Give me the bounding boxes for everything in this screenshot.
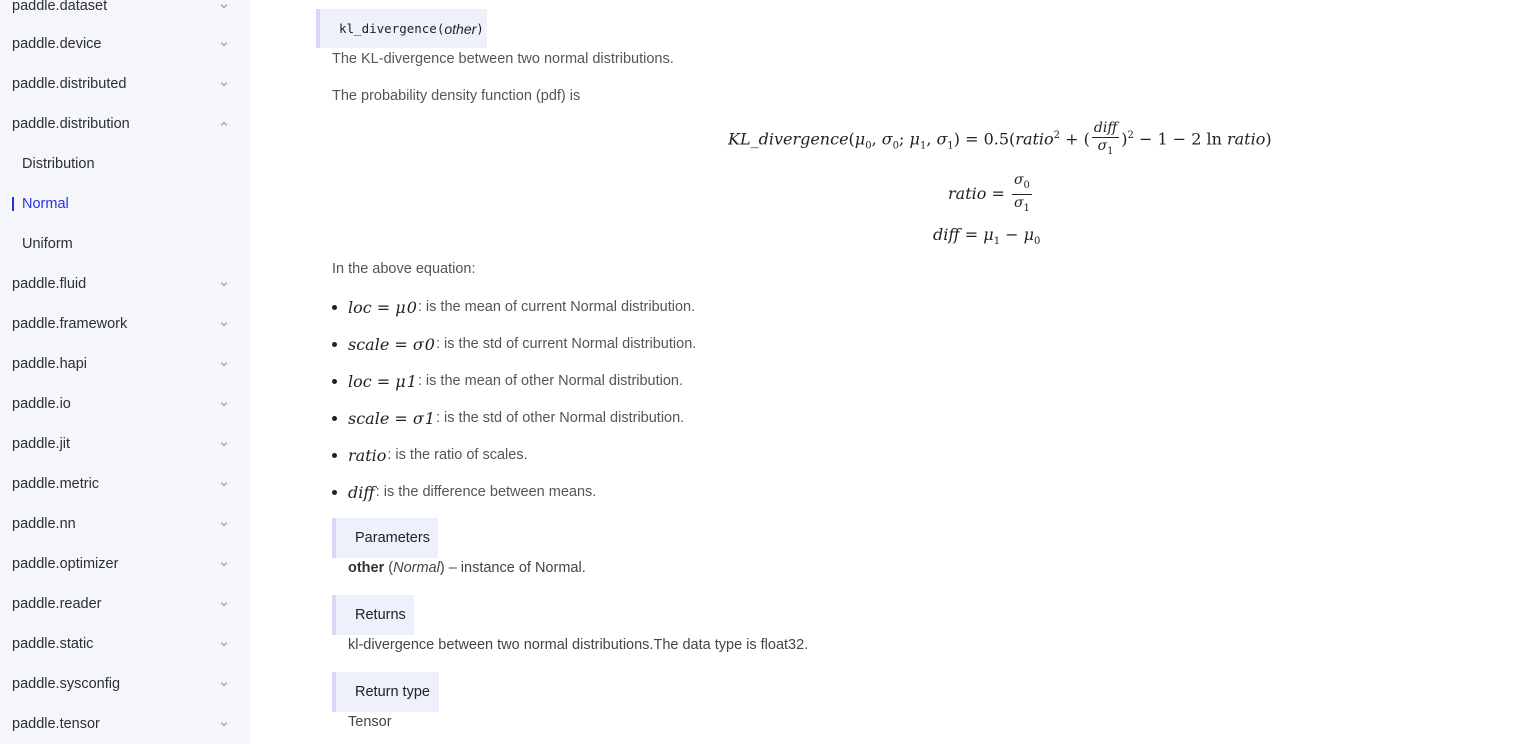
sidebar-item-uniform[interactable] [0,224,250,264]
bullet-math: diff [348,482,375,502]
parameter-entry: other (Normal) – instance of Normal. [348,560,586,576]
sidebar-item-label: paddle.static [12,636,94,652]
sidebar-item-label: paddle.distribution [12,116,130,132]
bullet-math: ratio [348,445,387,465]
main-content [250,0,1531,744]
sidebar-item-label: paddle.reader [12,596,102,612]
returns-text: kl-divergence between two normal distributions.The data type is float32. [348,637,809,653]
chevron-down-icon [219,439,229,449]
sidebar-item-paddle-jit[interactable] [0,424,250,464]
chevron-down-icon [219,639,229,649]
returns-heading: Returns [332,595,414,635]
bullet-math-sub: 0 [424,334,435,354]
sidebar [0,0,250,744]
list-item [332,445,528,465]
chevron-down-icon [219,359,229,369]
return-type-text: Tensor [348,714,392,730]
chevron-down-icon [219,559,229,569]
sidebar-item-paddle-device[interactable] [0,24,250,64]
chevron-down-icon [219,1,229,11]
bullet-text: : is the difference between means. [375,484,597,500]
sidebar-item-label: paddle.io [12,396,71,412]
signature-paren-close: ) [476,21,484,36]
sidebar-item-label: paddle.distributed [12,76,127,92]
bullet-text: : is the std of other Normal distribution. [435,410,685,426]
list-item [332,334,696,354]
bullet-dot [332,342,337,347]
sidebar-item-paddle-reader[interactable] [0,584,250,624]
sidebar-item-label: paddle.dataset [12,0,108,14]
sidebar-item-paddle-sysconfig[interactable] [0,664,250,704]
bullet-math: loc = μ [348,297,406,317]
bullet-math: loc = μ [348,371,406,391]
chevron-down-icon [219,79,229,89]
bullet-text: : is the std of current Normal distribution. [435,336,697,352]
bullet-dot [332,453,337,458]
param-desc: – instance of Normal. [444,560,586,576]
sidebar-item-paddle-distribution[interactable] [0,104,250,144]
method-description: The KL-divergence between two normal distributions. [332,51,674,67]
signature-arg: other [444,20,477,37]
sidebar-item-label: paddle.jit [12,436,71,452]
sidebar-item-label: Uniform [22,236,73,252]
sidebar-item-label: Distribution [22,156,95,172]
signature-name: kl_divergence [339,21,437,36]
sidebar-item-paddle-metric[interactable] [0,464,250,504]
list-item [332,408,684,428]
sidebar-item-paddle-distributed[interactable] [0,64,250,104]
sidebar-item-normal[interactable] [0,184,250,224]
parameters-heading: Parameters [332,518,438,558]
signature-paren-open: ( [436,21,445,36]
param-type: Normal [393,560,440,576]
chevron-up-icon [219,119,229,129]
sidebar-item-paddle-tensor[interactable] [0,704,250,744]
pdf-intro: The probability density function (pdf) is [332,88,581,104]
sidebar-item-paddle-nn[interactable] [0,504,250,544]
bullet-dot [332,416,337,421]
bullet-dot [332,490,337,495]
bullet-math-sub: 1 [424,408,435,428]
sidebar-item-paddle-io[interactable] [0,384,250,424]
sidebar-item-paddle-dataset[interactable] [0,0,250,26]
bullet-text: : is the mean of other Normal distribution. [417,373,684,389]
sidebar-item-label: paddle.metric [12,476,100,492]
param-name: other [348,560,385,576]
sidebar-item-label: Normal [22,196,69,212]
sidebar-item-label: paddle.device [12,36,102,52]
active-indicator [12,197,14,211]
chevron-down-icon [219,319,229,329]
sidebar-item-label: paddle.optimizer [12,556,119,572]
sidebar-item-paddle-static[interactable] [0,624,250,664]
bullet-math-sub: 0 [406,297,417,317]
sidebar-item-paddle-optimizer[interactable] [0,544,250,584]
diff-equation: diff = $\mu_1 - \mu_0$ [933,225,1041,248]
return-type-heading: Return type [332,672,439,712]
method-signature [316,9,487,48]
ratio-equation: ratio = $\frac{\sigma_0}{\sigma_1}$ [948,172,1030,214]
kl-divergence-equation: $KL\_divergence(\mu_0$, $\sigma_0$; $\mu_1$, $\sigma_1$) = 0.5(ratio$^2$ + ( $\frac{\text{diff}}{\sigma_1}$ )$^2$ − 1 − 2 ln ratio) [728,120,1272,157]
sidebar-item-label: paddle.framework [12,316,128,332]
bullet-text: : is the mean of current Normal distribution. [417,299,696,315]
sidebar-item-label: paddle.nn [12,516,76,532]
chevron-down-icon [219,599,229,609]
sidebar-item-paddle-framework[interactable] [0,304,250,344]
list-item [332,482,596,502]
sidebar-item-paddle-fluid[interactable] [0,264,250,304]
bullet-math-sub: 1 [406,371,417,391]
sidebar-item-label: paddle.fluid [12,276,87,292]
sidebar-item-paddle-hapi[interactable] [0,344,250,384]
equation-intro: In the above equation: [332,261,476,277]
sidebar-item-label: paddle.tensor [12,716,100,732]
chevron-down-icon [219,39,229,49]
chevron-down-icon [219,719,229,729]
sidebar-item-label: paddle.hapi [12,356,87,372]
sidebar-item-distribution[interactable] [0,144,250,184]
bullet-math: scale = σ [348,334,424,354]
bullet-dot [332,379,337,384]
chevron-down-icon [219,479,229,489]
chevron-down-icon [219,679,229,689]
bullet-text: : is the ratio of scales. [387,447,528,463]
sidebar-item-label: paddle.sysconfig [12,676,121,692]
chevron-down-icon [219,399,229,409]
bullet-math: scale = σ [348,408,424,428]
list-item [332,297,695,317]
chevron-down-icon [219,519,229,529]
chevron-down-icon [219,279,229,289]
bullet-dot [332,305,337,310]
list-item [332,371,683,391]
